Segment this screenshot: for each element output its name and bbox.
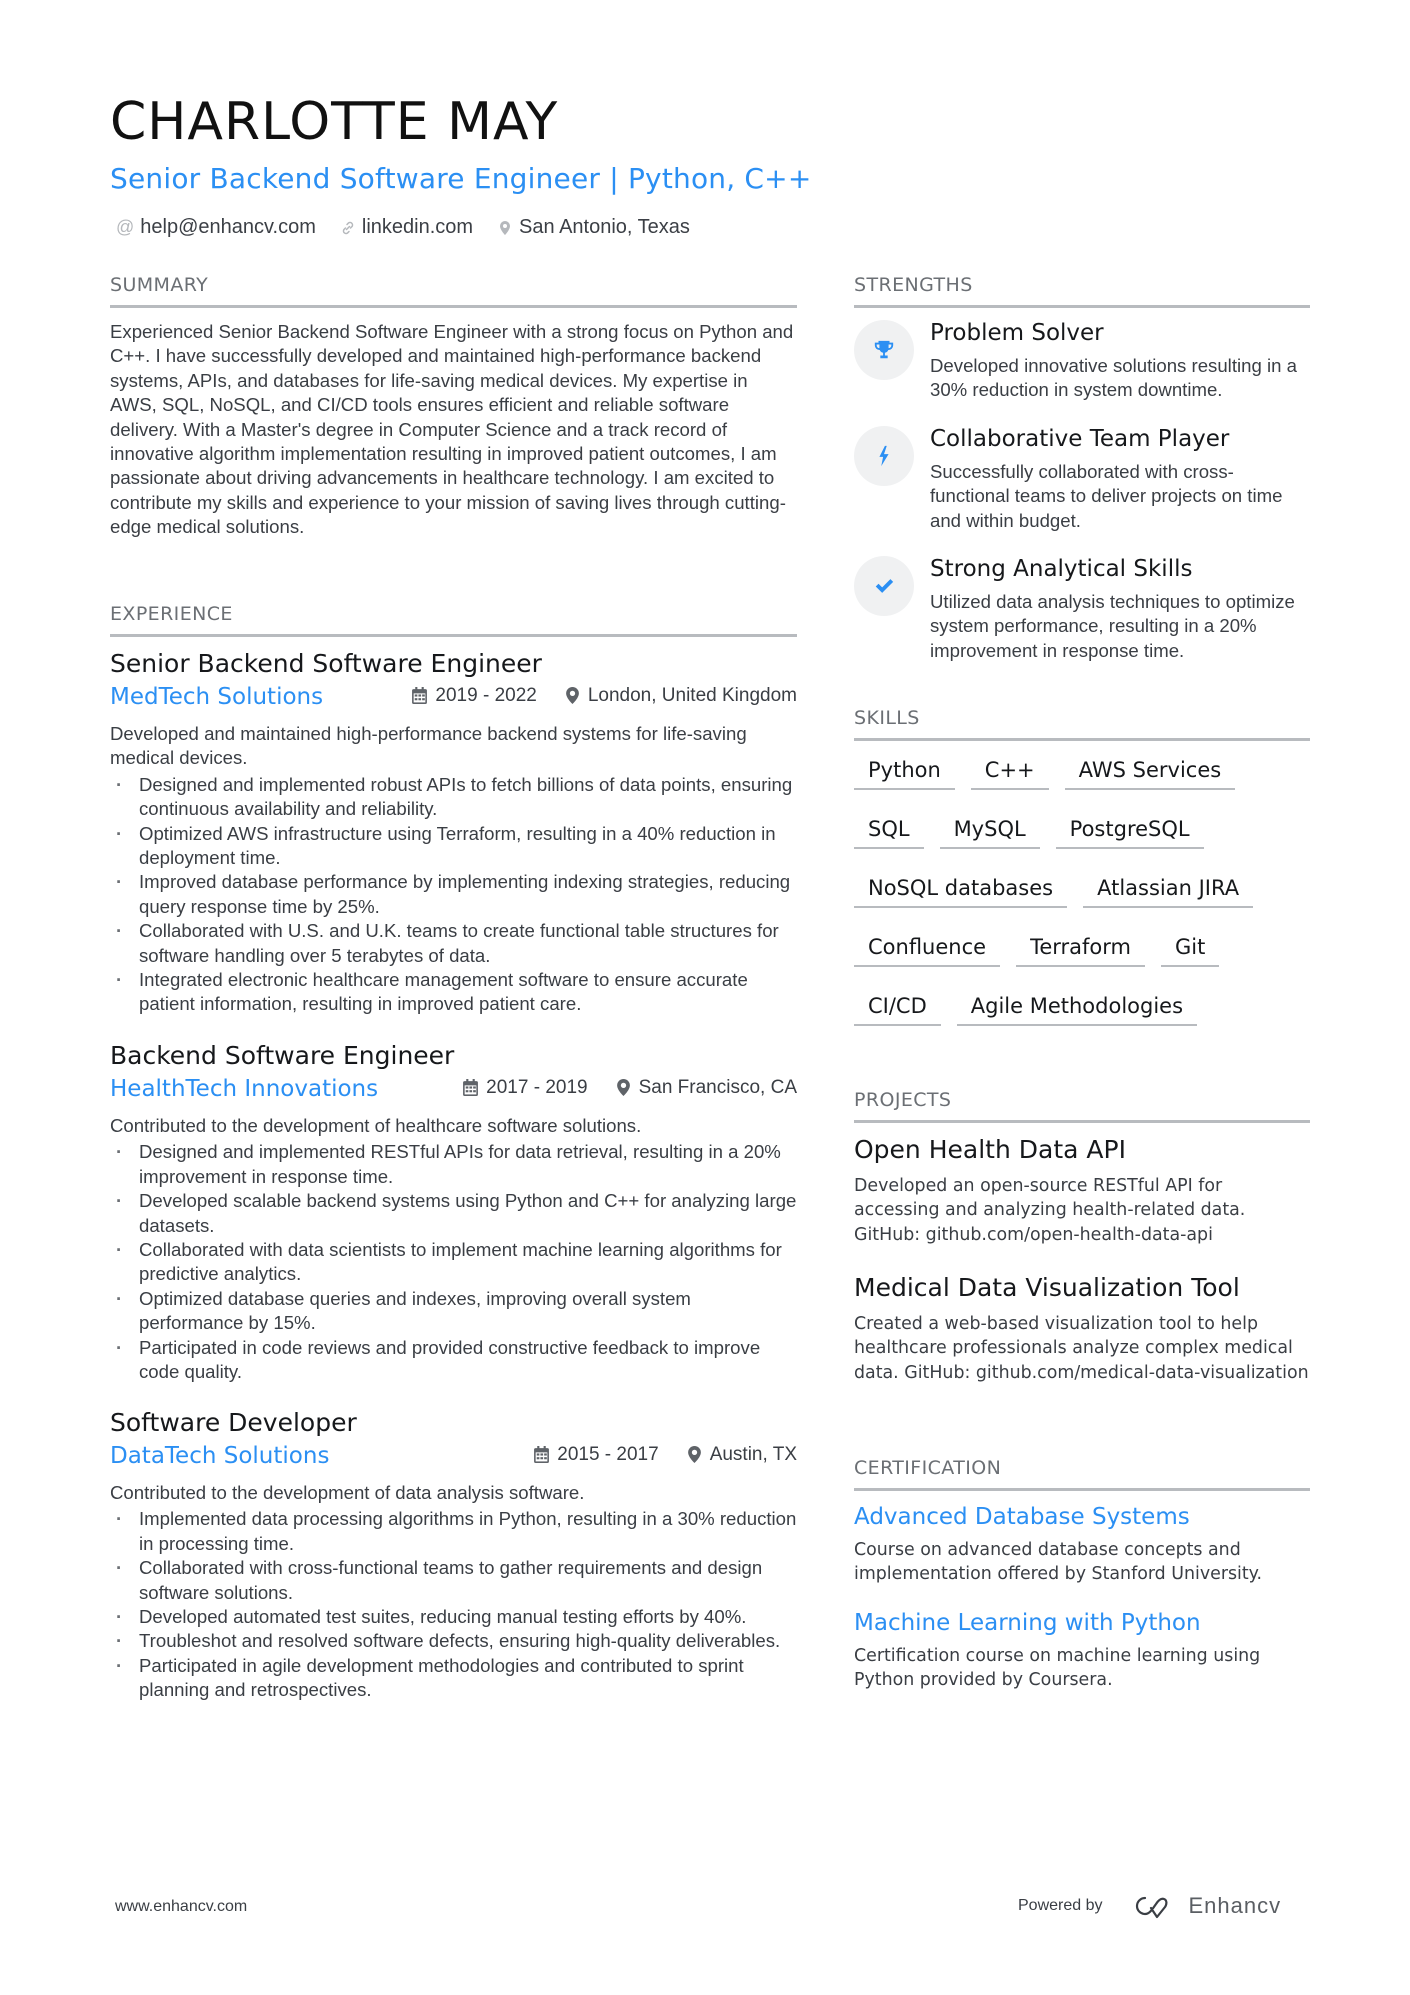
job-dates (412, 685, 536, 707)
certification-title: Machine Learning with Python (854, 1610, 1201, 1636)
job-bullets (110, 1140, 797, 1384)
job-bullets (110, 1507, 797, 1702)
contact-location (497, 216, 690, 239)
job-bullet: · Developed scalable backend systems using Python and C++ for analyzing large datasets. (110, 1189, 797, 1238)
section-header-skills: SKILLS (854, 709, 1310, 741)
checkmark-icon (854, 556, 914, 616)
location-pin-icon (565, 687, 580, 704)
job-bullet: · Developed automated test suites, reducing manual testing efforts by 40%. (110, 1605, 797, 1629)
skill-tag: Git (1161, 927, 1219, 967)
contact-email[interactable] (116, 216, 316, 239)
company-name: HealthTech Innovations (110, 1076, 379, 1102)
skill-tag: NoSQL databases (854, 868, 1067, 908)
contact-bar (116, 216, 690, 239)
job-bullet: · Implemented data processing algorithms in Python, resulting in a 30% reduction in processing time. (110, 1507, 797, 1556)
certification-description: Course on advanced database concepts and implementation offered by Stanford University. (854, 1540, 1263, 1585)
project-title: Open Health Data API (854, 1135, 1126, 1164)
job-title: Backend Software Engineer (110, 1041, 455, 1070)
skill-tag: Confluence (854, 927, 1000, 967)
location-pin-icon (687, 1446, 702, 1463)
section-header-summary: SUMMARY (110, 276, 797, 308)
job-dates-text: 2015 - 2017 (557, 1443, 659, 1465)
company-name: MedTech Solutions (110, 684, 324, 710)
section-header-certification: CERTIFICATION (854, 1459, 1310, 1491)
candidate-title: Senior Backend Software Engineer | Python, C++ (110, 162, 812, 195)
skill-tag: Python (854, 750, 955, 790)
skill-tag: MySQL (940, 809, 1040, 849)
strength-description: Utilized data analysis techniques to optimize system performance, resulting in a 20% improvement in response time. (930, 591, 1295, 661)
skill-tag: PostgreSQL (1056, 809, 1204, 849)
project-description: Developed an open-source RESTful API for accessing and analyzing health-related data. GitHub: github.com/open-health-data-api (854, 1176, 1246, 1245)
job-location (687, 1444, 797, 1466)
certification-description: Certification course on machine learning using Python provided by Coursera. (854, 1646, 1261, 1691)
job-title: Software Developer (110, 1408, 357, 1437)
skill-tag: Atlassian JIRA (1083, 868, 1253, 908)
lightning-bolt-icon (854, 426, 914, 486)
job-location (565, 685, 797, 707)
location-pin-icon (497, 220, 513, 236)
job-description: Contributed to the development of healthcare software solutions. (110, 1115, 642, 1136)
strength-title: Problem Solver (930, 320, 1104, 346)
job-bullet: · Improved database performance by implementing indexing strategies, reducing query response time by 25%. (110, 870, 797, 919)
certification-item (854, 1502, 1310, 1587)
job-meta (110, 1443, 797, 1477)
summary-text: Experienced Senior Backend Software Engineer with a strong focus on Python and C++. I have successfully developed and maintained high-performance backend systems, APIs, and databases for life-saving medical devices. My expertise in AWS, SQL, NoSQL, and CI/CD tools ensures efficient and reliable software delivery. With a Master's degree in Computer Science and a track record of innovative algorithm implementation resulting in improved patient outcomes, I am passionate about driving advancements in healthcare technology. I am excited to contribute my skills and experience to your mission of saving lives through cutting-edge medical solutions. (110, 321, 794, 538)
job-entry (110, 1040, 797, 1384)
contact-linkedin[interactable] (340, 216, 473, 239)
job-bullet: · Troubleshot and resolved software defects, ensuring high-quality deliverables. (110, 1629, 797, 1653)
section-header-projects: PROJECTS (854, 1091, 1310, 1123)
trophy-icon (854, 320, 914, 380)
link-icon (340, 220, 356, 236)
job-bullet: · Designed and implemented robust APIs to fetch billions of data points, ensuring continuous availability and reliability. (110, 773, 797, 822)
strength-description: Successfully collaborated with cross-functional teams to deliver projects on time and within budget. (930, 461, 1283, 531)
strength-description: Developed innovative solutions resulting in a 30% reduction in system downtime. (930, 355, 1297, 401)
strength-item (854, 424, 1310, 533)
job-entry (110, 1407, 797, 1703)
contact-location-text: San Antonio, Texas (519, 216, 690, 238)
strength-item (854, 554, 1310, 663)
job-bullet: · Integrated electronic healthcare management software to ensure accurate patient information, resulting in improved patient care. (110, 968, 797, 1017)
job-bullet: · Designed and implemented RESTful APIs for data retrieval, resulting in a 20% improvement in response time. (110, 1140, 797, 1189)
job-bullet: · Participated in agile development methodologies and contributed to sprint planning and retrospectives. (110, 1654, 797, 1703)
job-location-text: Austin, TX (709, 1443, 797, 1465)
skill-tag: C++ (971, 750, 1049, 790)
certification-title: Advanced Database Systems (854, 1504, 1190, 1530)
job-bullet: · Collaborated with U.S. and U.K. teams to create functional table structures for software handling over 5 terabytes of data. (110, 919, 797, 968)
job-meta (110, 1076, 797, 1110)
project-title: Medical Data Visualization Tool (854, 1273, 1240, 1302)
calendar-icon (463, 1079, 478, 1096)
section-header-strengths: STRENGTHS (854, 276, 1310, 308)
job-description: Developed and maintained high-performance backend systems for life-saving medical devices. (110, 723, 747, 769)
skills-list (854, 750, 1310, 1045)
job-dates-text: 2017 - 2019 (486, 1076, 588, 1098)
calendar-icon (412, 687, 427, 704)
contact-email-text: help@enhancv.com (140, 216, 316, 238)
job-bullets (110, 773, 797, 1017)
footer-branding[interactable] (1018, 1893, 1281, 1919)
skill-tag: Agile Methodologies (957, 986, 1197, 1026)
powered-by-label: Powered by (1018, 1897, 1103, 1914)
company-name: DataTech Solutions (110, 1443, 330, 1469)
skill-tag: Terraform (1016, 927, 1145, 967)
job-dates-text: 2019 - 2022 (435, 684, 537, 706)
job-dates (534, 1444, 658, 1466)
location-pin-icon (616, 1079, 631, 1096)
job-description: Contributed to the development of data analysis software. (110, 1482, 585, 1503)
project-description: Created a web-based visualization tool to help healthcare professionals analyze complex medical data. GitHub: github.com/medical-data-visualization (854, 1314, 1309, 1383)
job-bullet: · Participated in code reviews and provided constructive feedback to improve code quality. (110, 1336, 797, 1385)
skill-tag: CI/CD (854, 986, 941, 1026)
enhancv-brand-name: Enhancv (1188, 1893, 1282, 1918)
job-dates (463, 1077, 587, 1099)
contact-linkedin-text: linkedin.com (361, 216, 474, 238)
project-item (854, 1272, 1310, 1385)
strength-item (854, 318, 1310, 403)
job-bullet: · Collaborated with cross-functional teams to gather requirements and design software solutions. (110, 1556, 797, 1605)
calendar-icon (534, 1446, 549, 1463)
job-bullet: · Optimized AWS infrastructure using Terraform, resulting in a 40% reduction in deployment time. (110, 822, 797, 871)
job-meta (110, 684, 797, 718)
job-title: Senior Backend Software Engineer (110, 649, 542, 678)
skill-tag: SQL (854, 809, 924, 849)
enhancv-logo-icon (1129, 1893, 1175, 1919)
section-header-experience: EXPERIENCE (110, 605, 797, 637)
strength-title: Strong Analytical Skills (930, 556, 1193, 582)
job-location-text: London, United Kingdom (587, 684, 797, 706)
skill-tag: AWS Services (1065, 750, 1236, 790)
project-item (854, 1134, 1310, 1247)
job-location-text: San Francisco, CA (638, 1076, 797, 1098)
at-icon: @ (116, 217, 135, 237)
strength-title: Collaborative Team Player (930, 426, 1230, 452)
job-bullet: · Optimized database queries and indexes, improving overall system performance by 15%. (110, 1287, 797, 1336)
job-location (616, 1077, 797, 1099)
certification-item (854, 1608, 1310, 1693)
job-bullet: · Collaborated with data scientists to implement machine learning algorithms for predictive analytics. (110, 1238, 797, 1287)
footer-website-link[interactable]: www.enhancv.com (115, 1898, 248, 1915)
candidate-name: CHARLOTTE MAY (110, 92, 559, 152)
job-entry (110, 648, 797, 1017)
